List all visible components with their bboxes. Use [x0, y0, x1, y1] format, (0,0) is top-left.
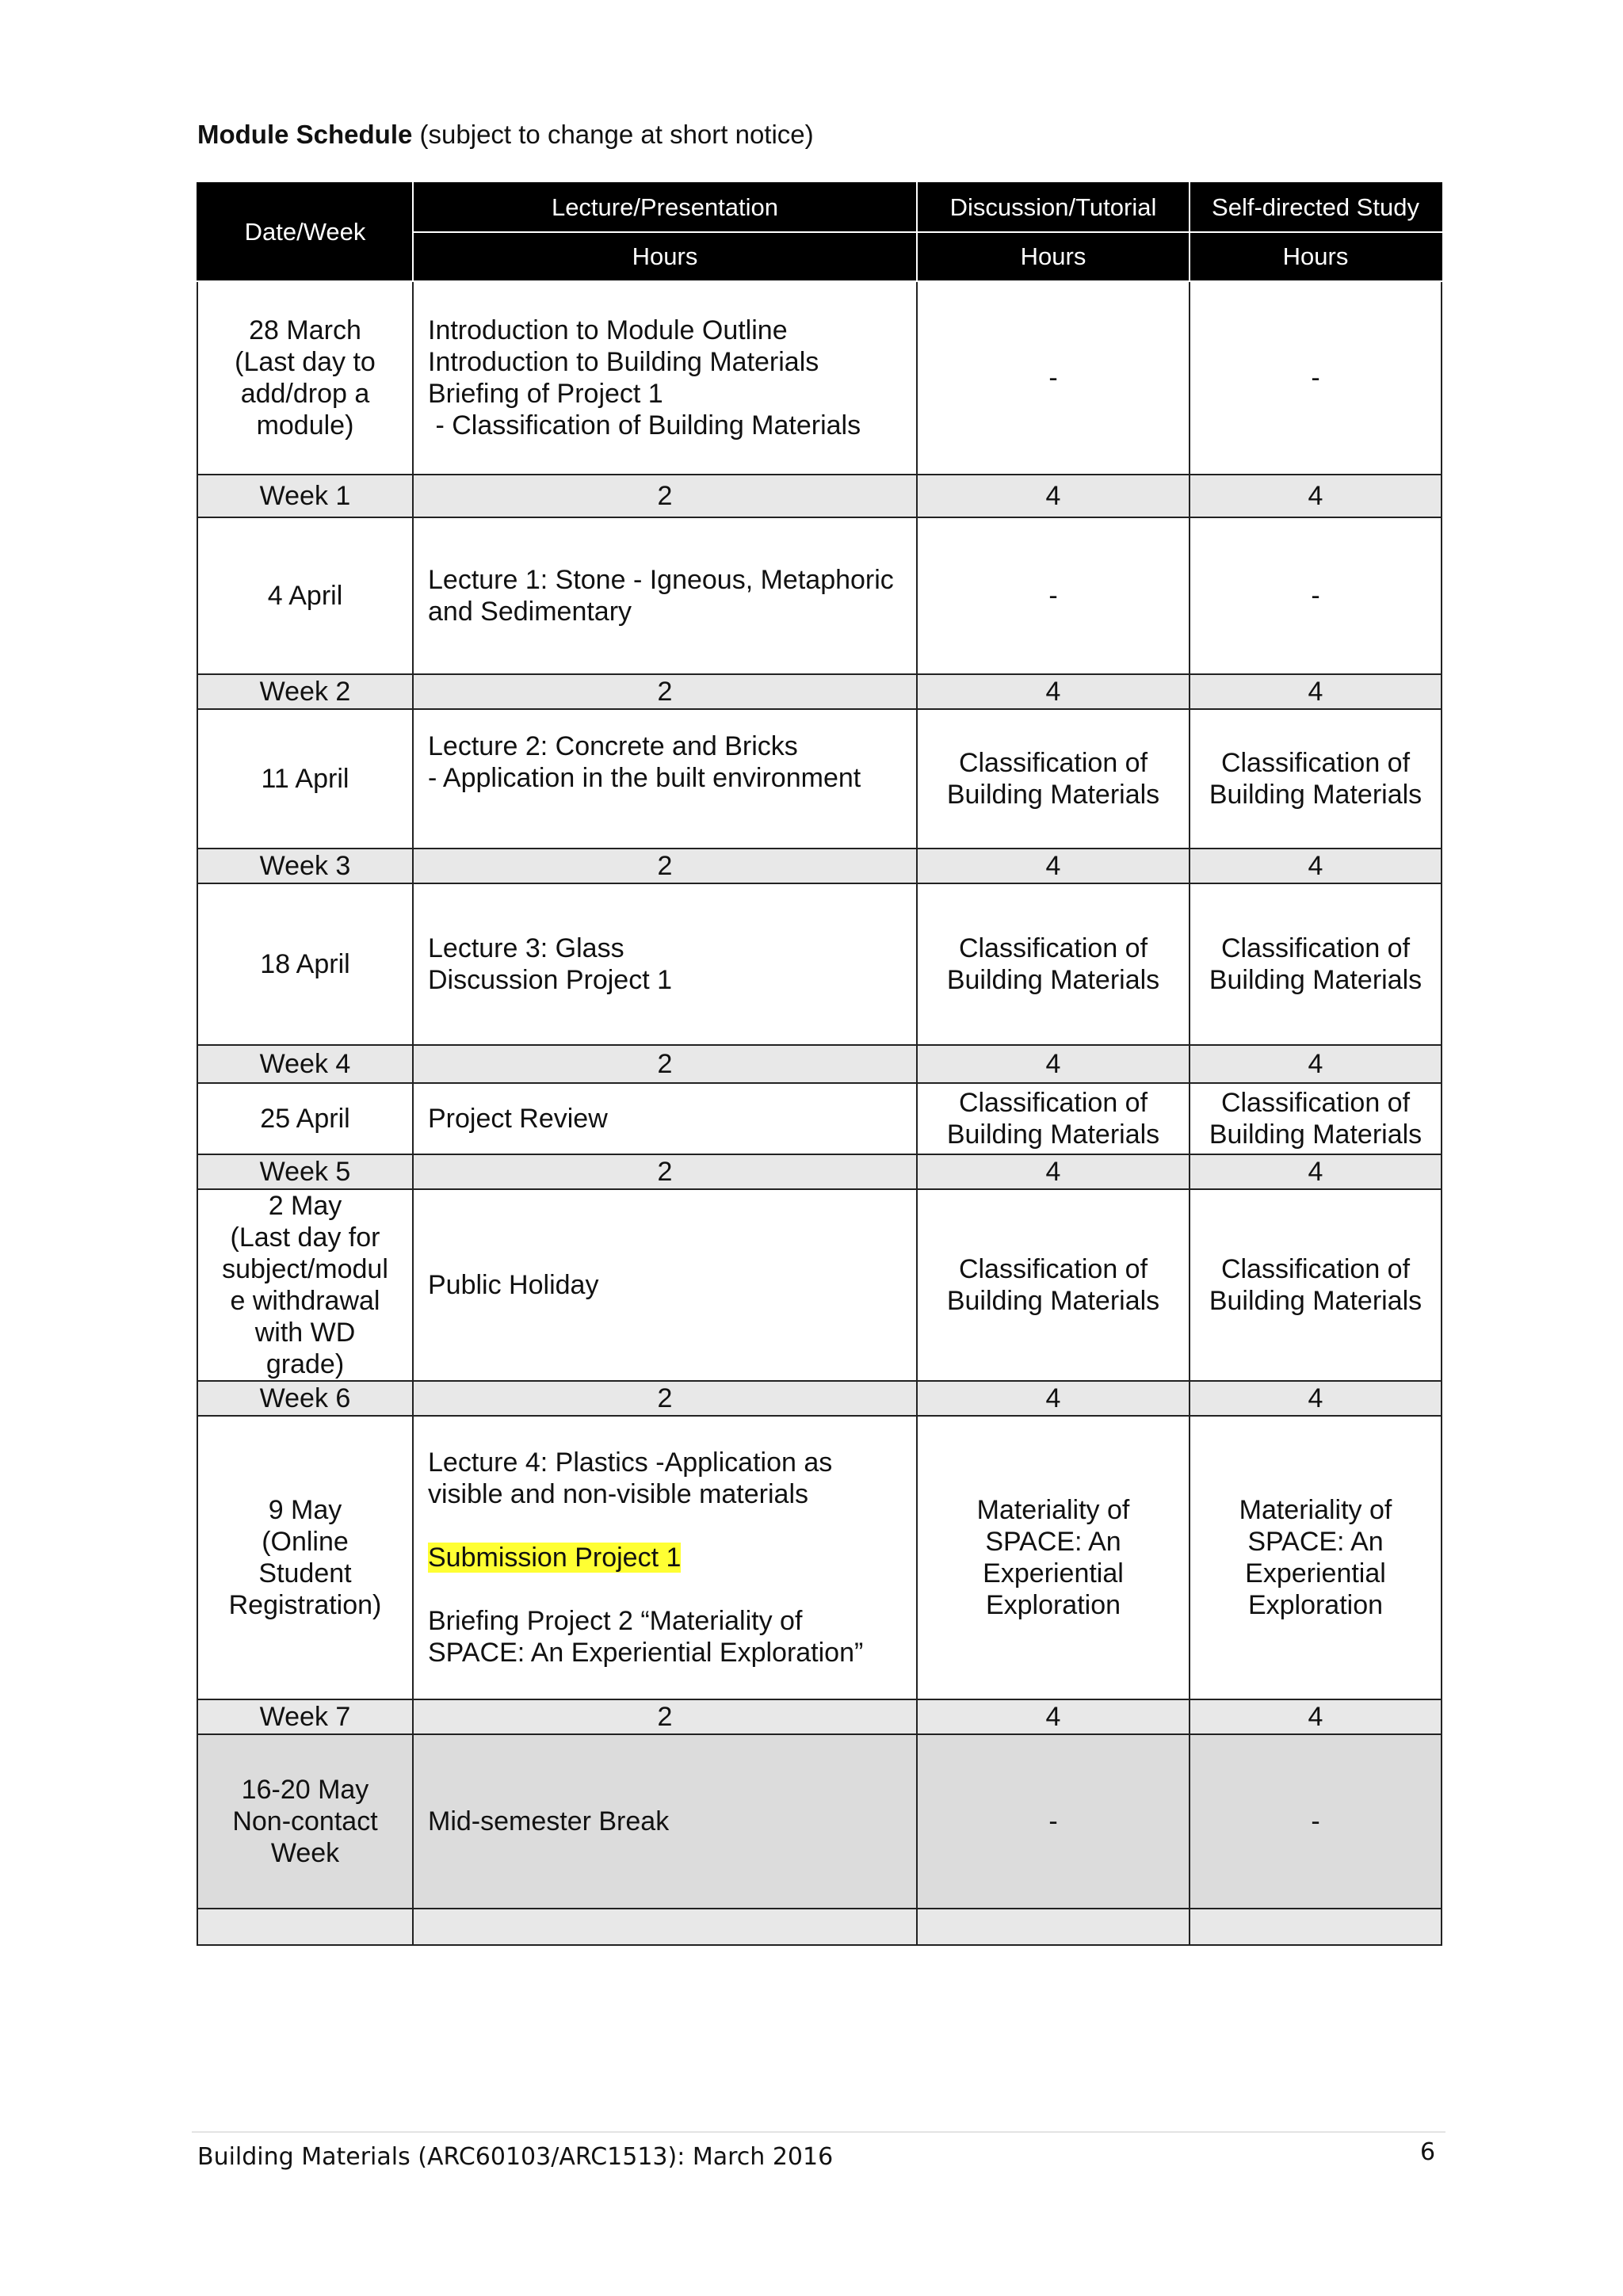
week-label: Week 4	[197, 1045, 413, 1083]
lecture-cell	[413, 883, 917, 1045]
date-cell: 18 April	[197, 883, 413, 1045]
table-row	[197, 1083, 1442, 1154]
table-row	[197, 1734, 1442, 1909]
lecture-line: - Application in the built environment	[428, 763, 861, 793]
empty-cell	[1190, 1909, 1442, 1945]
discussion-cell	[917, 1416, 1190, 1699]
date-line: 2 May	[268, 1191, 342, 1221]
discussion-hours: 4	[917, 1045, 1190, 1083]
discussion-line: Experiential	[983, 1558, 1124, 1589]
week-row	[197, 1154, 1442, 1189]
self-study-cell: -	[1190, 1734, 1442, 1909]
week-label: Week 2	[197, 674, 413, 709]
lecture-line	[428, 1542, 908, 1573]
header-discussion: Discussion/Tutorial	[917, 183, 1190, 232]
date-line: Week	[270, 1838, 340, 1868]
date-cell: 25 April	[197, 1083, 413, 1154]
week-row	[197, 849, 1442, 883]
table-row	[197, 1416, 1442, 1699]
lecture-hours: 2	[413, 1381, 917, 1416]
date-cell: 11 April	[197, 709, 413, 849]
week-label: Week 7	[197, 1699, 413, 1734]
footer-divider	[192, 2131, 1445, 2133]
self-study-cell	[1190, 1416, 1442, 1699]
footer-text: Building Materials (ARC60103/ARC1513): March 2016	[197, 2143, 834, 2171]
date-cell: 4 April	[197, 517, 413, 674]
discussion-hours: 4	[917, 849, 1190, 883]
date-line: add/drop a	[240, 379, 370, 409]
spacer	[428, 1573, 908, 1605]
page-number: 6	[1420, 2138, 1436, 2166]
self-study-hours: 4	[1190, 1381, 1442, 1416]
lecture-cell	[413, 709, 917, 849]
date-line: (Last day to	[235, 347, 376, 377]
week-row	[197, 1045, 1442, 1083]
self-study-cell: -	[1190, 517, 1442, 674]
self-study-line: Classification of	[1220, 933, 1411, 963]
lecture-cell: Mid-semester Break	[413, 1734, 917, 1909]
discussion-line: Building Materials	[946, 1119, 1160, 1150]
table-row	[197, 883, 1442, 1045]
discussion-cell	[917, 883, 1190, 1045]
discussion-line: Classification of	[958, 933, 1148, 963]
discussion-line: Exploration	[985, 1590, 1121, 1620]
table-row	[197, 709, 1442, 849]
discussion-cell	[917, 1189, 1190, 1381]
header-self-study-hours: Hours	[1190, 232, 1442, 281]
lecture-hours: 2	[413, 849, 917, 883]
discussion-cell: -	[917, 517, 1190, 674]
lecture-line: Lecture 3: Glass	[428, 933, 624, 963]
page-title-note: (subject to change at short notice)	[412, 120, 814, 149]
self-study-line: Building Materials	[1209, 965, 1423, 995]
empty-row	[197, 1909, 1442, 1945]
self-study-hours: 4	[1190, 475, 1442, 517]
week-row	[197, 475, 1442, 517]
spacer	[428, 1510, 908, 1542]
self-study-line: Classification of	[1220, 1088, 1411, 1118]
self-study-line: Experiential	[1245, 1558, 1386, 1589]
table-row	[197, 281, 1442, 475]
discussion-cell: -	[917, 281, 1190, 475]
header-date-week: Date/Week	[197, 183, 413, 281]
lecture-cell: Public Holiday	[413, 1189, 917, 1381]
lecture-line: SPACE: An Experiential Exploration”	[428, 1638, 864, 1668]
date-cell	[197, 1189, 413, 1381]
header-discussion-hours: Hours	[917, 232, 1190, 281]
discussion-cell: -	[917, 1734, 1190, 1909]
self-study-cell	[1190, 709, 1442, 849]
date-line: grade)	[265, 1349, 345, 1379]
lecture-hours: 2	[413, 1154, 917, 1189]
discussion-line: SPACE: An	[985, 1527, 1121, 1557]
date-line: 16-20 May	[241, 1775, 369, 1805]
discussion-hours: 4	[917, 1381, 1190, 1416]
date-line: e withdrawal	[230, 1286, 380, 1316]
self-study-line: Building Materials	[1209, 1119, 1423, 1150]
date-line: with WD	[254, 1318, 356, 1348]
self-study-cell: -	[1190, 281, 1442, 475]
date-line: (Online	[262, 1527, 349, 1557]
week-label: Week 3	[197, 849, 413, 883]
page-title-bold: Module Schedule	[197, 120, 413, 149]
date-line: module)	[256, 410, 354, 441]
lecture-line: - Classification of Building Materials	[428, 410, 861, 441]
week-row	[197, 1699, 1442, 1734]
lecture-hours: 2	[413, 1699, 917, 1734]
discussion-line: Classification of	[958, 1088, 1148, 1118]
self-study-hours: 4	[1190, 1045, 1442, 1083]
date-line: Non-contact	[232, 1806, 378, 1836]
date-line: subject/modul	[222, 1254, 388, 1284]
lecture-hours: 2	[413, 475, 917, 517]
date-line: Student	[258, 1558, 352, 1589]
discussion-cell	[917, 709, 1190, 849]
discussion-hours: 4	[917, 1699, 1190, 1734]
table-row	[197, 517, 1442, 674]
submission-highlight: Submission Project 1	[428, 1543, 682, 1573]
lecture-line: visible and non-visible materials	[428, 1479, 809, 1509]
lecture-line: Lecture 4: Plastics -Application as	[428, 1447, 833, 1478]
empty-cell	[917, 1909, 1190, 1945]
discussion-line: Building Materials	[946, 1286, 1160, 1316]
lecture-hours: 2	[413, 674, 917, 709]
week-row	[197, 1381, 1442, 1416]
lecture-line: Introduction to Module Outline	[428, 315, 788, 345]
lecture-hours: 2	[413, 1045, 917, 1083]
empty-cell	[413, 1909, 917, 1945]
self-study-line: SPACE: An	[1247, 1527, 1384, 1557]
self-study-line: Exploration	[1247, 1590, 1384, 1620]
date-cell	[197, 281, 413, 475]
date-cell	[197, 1416, 413, 1699]
week-label: Week 5	[197, 1154, 413, 1189]
self-study-cell	[1190, 1083, 1442, 1154]
date-line: 28 March	[249, 315, 361, 345]
week-label: Week 1	[197, 475, 413, 517]
page-title	[197, 117, 814, 152]
self-study-cell	[1190, 1189, 1442, 1381]
lecture-cell	[413, 517, 917, 674]
lecture-cell: Project Review	[413, 1083, 917, 1154]
week-row	[197, 674, 1442, 709]
week-label: Week 6	[197, 1381, 413, 1416]
discussion-line: Building Materials	[946, 965, 1160, 995]
date-line: (Last day for	[230, 1222, 380, 1253]
discussion-cell	[917, 1083, 1190, 1154]
discussion-line: Classification of	[958, 748, 1148, 778]
discussion-hours: 4	[917, 475, 1190, 517]
table-row	[197, 1189, 1442, 1381]
self-study-line: Classification of	[1220, 748, 1411, 778]
lecture-line: Discussion Project 1	[428, 965, 673, 995]
header-self-study: Self-directed Study	[1190, 183, 1442, 232]
discussion-hours: 4	[917, 1154, 1190, 1189]
empty-cell	[197, 1909, 413, 1945]
self-study-hours: 4	[1190, 1154, 1442, 1189]
discussion-hours: 4	[917, 674, 1190, 709]
date-line: 9 May	[268, 1495, 342, 1525]
header-lecture-hours: Hours	[413, 232, 917, 281]
self-study-cell	[1190, 883, 1442, 1045]
lecture-line: Lecture 2: Concrete and Bricks	[428, 731, 798, 761]
lecture-line: and Sedimentary	[428, 597, 632, 627]
self-study-line: Building Materials	[1209, 780, 1423, 810]
date-line: Registration)	[228, 1590, 382, 1620]
header-lecture: Lecture/Presentation	[413, 183, 917, 232]
lecture-cell	[413, 281, 917, 475]
self-study-line: Building Materials	[1209, 1286, 1423, 1316]
discussion-line: Classification of	[958, 1254, 1148, 1284]
lecture-line: Briefing of Project 1	[428, 379, 663, 409]
date-cell	[197, 1734, 413, 1909]
self-study-hours: 4	[1190, 1699, 1442, 1734]
lecture-cell	[413, 1416, 917, 1699]
self-study-hours: 4	[1190, 849, 1442, 883]
lecture-line: Briefing Project 2 “Materiality of	[428, 1606, 803, 1636]
module-schedule-table	[197, 182, 1442, 1946]
self-study-line: Materiality of	[1239, 1495, 1392, 1525]
lecture-line: Lecture 1: Stone - Igneous, Metaphoric	[428, 565, 894, 595]
self-study-hours: 4	[1190, 674, 1442, 709]
lecture-line: Introduction to Building Materials	[428, 347, 819, 377]
self-study-line: Classification of	[1220, 1254, 1411, 1284]
discussion-line: Materiality of	[976, 1495, 1130, 1525]
discussion-line: Building Materials	[946, 780, 1160, 810]
